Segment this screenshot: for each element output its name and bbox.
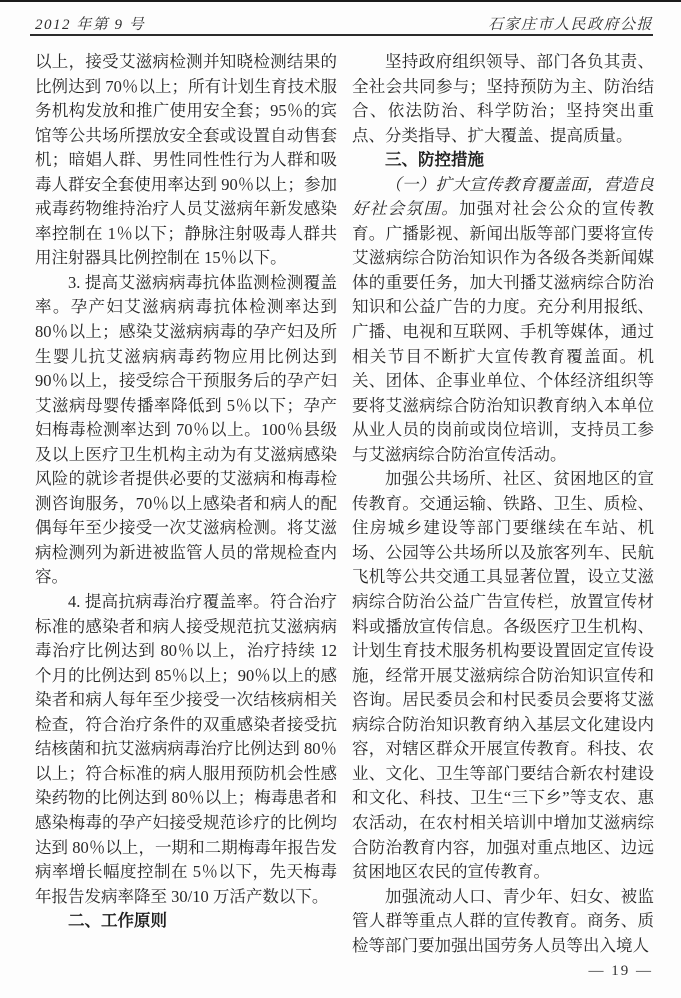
page-footer	[589, 963, 654, 980]
measure-1-lead-in: （一）扩大宣传教育覆盖面，营造良好社会氛围。	[352, 174, 654, 219]
paragraph-targets-continuation: 以上，接受艾滋病检测并知晓检测结果的比例达到 70％以上；所有计划生育技术服务机构发放和推广使用安全套；95％的宾馆等公共场所摆放安全套或设置自动售套机；暗娼人群、男性同性性行为人群和吸毒人群安全套使用率达到 90％以上；参加戒毒药物维持治疗人员艾滋病年新发感染率控制在 1％以下；静脉注射吸毒人群共用注射器具比例控制在 15％以下。	[35, 52, 337, 268]
right-column	[352, 50, 654, 958]
scan-top-edge	[0, 0, 681, 2]
page-number: — 19 —	[588, 963, 653, 979]
paragraph-measure-1	[352, 173, 654, 468]
paragraph-item-4-treatment-coverage: 4. 提高抗病毒治疗覆盖率。符合治疗标准的感染者和病人接受规范抗艾滋病病毒治疗比例达到 80％以上，治疗持续 12 个月的比例达到 85％以上；90％以上的感染者和病人每年至少接受一次结核病相关检查，符合治疗条件的双重感染者接受抗结核菌和抗艾滋病病毒治疗比例达到 80％以上；符合标准的病人服用预防机会性感染药物的比例达到 80％以上；梅毒患者和感染梅毒的孕产妇接受规范诊疗的比例均达到 80％以上，一期和二期梅毒年报告发病率增长幅度控制在 5％以下，先天梅毒年报告发病率降至 30/10 万活产数以下。	[35, 592, 337, 906]
paragraph-public-places-education: 加强公共场所、社区、贫困地区的宣传教育。交通运输、铁路、卫生、质检、住房城乡建设等部门要继续在车站、机场、公园等公共场所以及旅客列车、民航飞机等公共交通工具显著位置，设立艾滋病综合防治公益广告宣传栏，放置宣传材料或播放宣传信息。各级医疗卫生机构、计划生育技术服务机构要设置固定宣传设施，经常开展艾滋病综合防治知识宣传和咨询。居民委员会和村民委员会要将艾滋病综合防治知识教育纳入基层文化建设内容，对辖区群众开展宣传教育。科技、农业、文化、卫生等部门要结合新农村建设和文化、科技、卫生“三下乡”等支农、惠农活动，在农村相关培训中增加艾滋病综合防治教育内容，加强对重点地区、边远贫困地区农民的宣传教育。	[352, 469, 654, 882]
paragraph-key-groups-education: 加强流动人口、青少年、妇女、被监管人群等重点人群的宣传教育。商务、质检等部门要加强出国劳务人员等出入境人	[352, 886, 654, 955]
header-issue-number: 2012 年第 9 号	[35, 17, 146, 33]
paragraph-principles: 坚持政府组织领导、部门各负其责、全社会共同参与；坚持预防为主、防治结合、依法防治、科学防治；坚持突出重点、分类指导、扩大覆盖、提高质量。	[352, 52, 654, 145]
header-rule	[30, 34, 653, 36]
left-column	[35, 50, 337, 958]
paragraph-item-3-testing-coverage: 3. 提高艾滋病病毒抗体监测检测覆盖率。孕产妇艾滋病病毒抗体检测率达到 80％以上；感染艾滋病病毒的孕产妇及所生婴儿抗艾滋病病毒药物应用比例达到 90％以上，接受综合干预服务后的孕产妇艾滋病母婴传播率降低到 5％以下；孕产妇梅毒检测率达到 70％以上。100％县级及以上医疗卫生机构主动为有艾滋病感染风险的就诊者提供必要的艾滋病和梅毒检测咨询服务，70％以上感染者和病人的配偶每年至少接受一次艾滋病检测。将艾滋病检测列为新进被监管人员的常规检查内容。	[35, 272, 337, 587]
document-body	[35, 50, 655, 958]
section-heading-control-measures: 三、防控措施	[385, 151, 484, 170]
page-header	[35, 13, 653, 34]
header-publication-title: 石家庄市人民政府公报	[487, 17, 653, 33]
measure-1-body: 加强对社会公众的宣传教育。广播影视、新闻出版等部门要将宣传艾滋病综合防治知识作为各级各类新闻媒体的重要任务，加大刊播艾滋病综合防治知识和公益广告的力度。充分利用报纸、广播、电视和互联网、手机等媒体，通过相关节目不断扩大宣传教育覆盖面。机关、团体、企事业单位、个体经济组织等要将艾滋病综合防治知识教育纳入本单位从业人员的岗前或岗位培训，支持员工参与艾滋病综合防治宣传活动。	[352, 199, 654, 464]
section-heading-work-principles: 二、工作原则	[68, 912, 167, 931]
